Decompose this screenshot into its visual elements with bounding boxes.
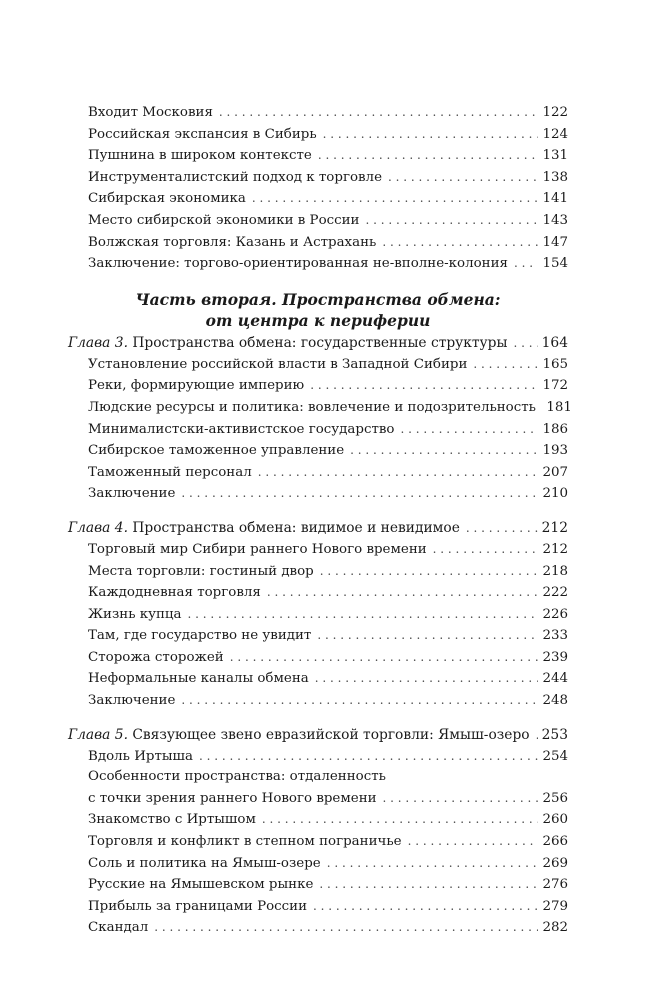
toc-entry-title [88,648,224,669]
page-number: 124 [542,126,568,142]
toc-entry-title-text: Входит Московия [88,105,213,120]
toc-entry-title-text: Сторожа сторожей [88,649,224,665]
toc-entry-title [88,583,261,604]
page-number: 122 [542,105,568,120]
dot-leader [388,167,538,189]
toc-entry-row [68,725,568,746]
dot-leader [400,419,538,441]
toc-entry-title-text: Заключение: торгово-ориентированная не-вполне-колония [88,256,508,272]
toc-entry-title [88,747,193,768]
toc-section-entry [68,539,568,561]
toc-section-entry [68,167,568,189]
toc-entry-row [88,561,568,583]
page-number: 212 [542,541,568,557]
dot-leader [154,917,538,939]
dot-leader [327,853,538,875]
toc-entry-row [88,440,568,462]
toc-entry-row [88,647,568,669]
toc-entry-title-text: Людские ресурсы и политика: вовлечение и подозрительность [88,399,536,415]
toc-entry-title [88,918,148,939]
chapter-spacer [68,505,568,518]
page-number: 279 [542,898,568,914]
dot-leader [317,625,538,647]
toc-entry-title [88,146,312,167]
dot-leader [319,874,538,896]
dot-leader [199,746,538,768]
toc-section-entry [68,440,568,462]
toc-entry-title [88,540,427,561]
page-number: 222 [542,585,568,601]
toc-entry-title [88,376,304,397]
page-number: 254 [542,748,568,764]
dot-leader [310,375,538,397]
toc-entry-title-text: Жизнь купца [88,606,182,622]
page-number: 131 [542,148,568,164]
toc-entry-row [88,625,568,647]
toc-entry-title [88,854,321,875]
page-number: 181 [546,399,572,415]
toc-section-entry [68,874,568,896]
toc-entry-row [88,853,568,875]
page-number: 260 [542,812,568,828]
part-heading [68,289,568,331]
toc-chapter-entry [68,518,568,539]
dot-leader [382,232,538,254]
dot-leader [262,809,538,831]
dot-leader [473,354,538,376]
toc-entry-title-text: Прибыль за границами России [88,898,308,914]
toc-entry-title-text: Торговля и конфликт в степном пограничье [88,834,402,850]
table-of-contents [68,102,572,939]
page-number: 266 [542,834,568,850]
chapter-block [68,505,568,712]
toc-entry-title-text: Сибирская экономика [88,191,246,207]
page-number: 239 [542,649,568,665]
toc-entry-row [88,102,568,124]
page-number: 147 [542,234,568,250]
toc-entry-title [68,518,460,539]
toc-entry-row [88,232,568,254]
dot-leader [323,124,538,146]
chapter-label: Глава 4. [68,519,128,536]
toc-entry-title-text: Таможенный персонал [88,464,252,480]
page-number: 212 [541,519,568,536]
page-number: 218 [542,563,568,579]
toc-entry-title-first-line: Особенности пространства: отдаленность [88,769,386,785]
chapter-block [68,333,572,505]
dot-leader [181,690,538,712]
toc-chapter-entry [68,333,568,354]
toc-section-entry [68,102,568,124]
dot-leader [181,483,538,505]
page-number: 193 [542,443,568,459]
toc-entry-title [88,484,175,505]
page-number: 269 [542,855,568,871]
toc-section-entry [68,145,568,167]
toc-entry-row [88,188,568,210]
dot-leader [383,788,538,810]
toc-entry-row [88,124,568,146]
toc-entry-row [88,167,568,189]
toc-entry-row [68,518,568,539]
toc-entry-title-text: Пушнина в широком контексте [88,148,312,164]
toc-section-entry [68,253,568,275]
toc-entry-title-text: Пространства обмена: видимое и невидимое [132,519,460,536]
toc-entry-title [88,189,246,210]
toc-entry-title-text: Волжская торговля: Казань и Астрахань [88,234,377,250]
page-number: 165 [542,356,568,372]
dot-leader [433,539,538,561]
dot-leader [230,647,538,669]
page-number: 248 [542,693,568,709]
page-number: 276 [542,877,568,893]
toc-entry-row [88,354,568,376]
dot-leader [514,253,538,275]
toc-entry-row [88,690,568,712]
page-number: 143 [542,212,568,228]
toc-entry-title [68,333,507,354]
toc-entry-row [88,253,568,275]
toc-entry-title [88,626,311,647]
toc-section-entry [68,831,568,853]
toc-entry-row [88,604,568,626]
toc-entry-row [88,917,568,939]
toc-entry-title-text: Скандал [88,920,149,936]
dot-leader [318,145,538,167]
toc-entry-title-text: Соль и политика на Ямыш-озере [88,855,321,871]
part-heading-line-1: Часть вторая. Пространства обмена: [135,289,501,309]
chapter-spacer [68,712,568,725]
toc-entry-title [88,875,313,896]
toc-section-entry [68,746,568,768]
toc-entry-title-text: Установление российской власти в Западной Сибири [88,356,468,372]
toc-entry-title [88,562,314,583]
toc-entry-title [88,420,394,441]
toc-entry-row [88,896,568,918]
toc-entry-title [88,441,344,462]
dot-leader [188,604,538,626]
toc-section-entry [68,375,568,397]
page-number: 226 [542,606,568,622]
dot-leader [258,462,538,484]
dot-leader [365,210,538,232]
toc-entry-title [88,168,382,189]
toc-entry-row [88,210,568,232]
toc-entry-title-text: Места торговли: гостиный двор [88,563,314,579]
toc-section-entry [68,582,568,604]
toc-section-entry [68,188,568,210]
toc-section-entry [68,232,568,254]
toc-section-entry [68,210,568,232]
toc-section-entry [68,625,568,647]
toc-entry-title-text: Заключение [88,486,176,502]
page-number: 244 [542,671,568,687]
toc-entry-title [88,832,402,853]
chapter-block [68,712,568,939]
toc-section-entry [68,809,568,831]
toc-entry-title-text: Торговый мир Сибири раннего Нового времени [88,541,427,557]
chapter-label: Глава 3. [68,334,128,351]
toc-entry-title-text: Сибирское таможенное управление [88,443,345,459]
toc-entry-title [88,125,317,146]
page-number: 164 [541,334,568,351]
toc-entry-row [88,462,568,484]
toc-entry-title-text: Там, где государство не увидит [88,628,312,644]
toc-entry-title-text: Минималистски-активистское государство [88,421,395,437]
toc-section-entry [68,647,568,669]
toc-entry-title [88,233,376,254]
toc-section-entry [68,668,568,690]
toc-section-entry [68,561,568,583]
toc-entry-title [88,605,182,626]
toc-entry-title [68,725,530,746]
toc-entry-title [88,355,467,376]
toc-entry-title-text: Связующее звено евразийской торговли: Ямыш-озеро [132,726,530,743]
toc-entry-title [88,691,175,712]
toc-section-entry [68,853,568,875]
page-number: 141 [542,191,568,207]
page-number: 256 [542,790,568,806]
toc-entry-row [88,582,568,604]
page-number: 138 [542,169,568,185]
toc-entry-title-text: Вдоль Иртыша [88,748,193,764]
page-number: 172 [542,378,568,394]
toc-entry-row [88,874,568,896]
toc-entry-title [88,789,377,810]
dot-leader [536,725,538,746]
toc-entry-title-text: Знакомство с Иртышом [88,812,256,828]
toc-entry-row [88,397,572,419]
toc-entry-title-text: Российская экспансия в Сибирь [88,126,317,142]
toc-entry-row [88,746,568,768]
toc-section-entry [68,483,568,505]
page-number: 186 [542,421,568,437]
part-heading-line-2: от центра к периферии [205,310,431,330]
toc-entry-title-text: Неформальные каналы обмена [88,671,309,687]
toc-entry-title [88,810,256,831]
dot-leader [320,561,538,583]
dot-leader [313,896,538,918]
dot-leader [408,831,538,853]
toc-section-entry [68,354,568,376]
toc-entry-row [88,145,568,167]
chapter-list [68,333,572,939]
toc-section-entry [68,896,568,918]
toc-section-entry [68,917,568,939]
toc-entry-title [88,103,213,124]
dot-leader [267,582,538,604]
toc-section-entry [68,124,568,146]
page-number: 154 [542,256,568,272]
dot-leader [466,518,538,539]
dot-leader [315,668,538,690]
page-number: 253 [541,726,568,743]
toc-section-entry [68,462,568,484]
toc-entry-row [68,333,568,354]
toc-entry-row [88,419,568,441]
toc-section-entry [68,767,568,809]
page-number: 282 [542,920,568,936]
chapter-label: Глава 5. [68,726,128,743]
dot-leader [350,440,538,462]
toc-entry-title-text: Русские на Ямышевском рынке [88,877,314,893]
toc-entry-title-text: Пространства обмена: государственные структуры [132,334,508,351]
toc-entry-title-text: Каждодневная торговля [88,585,261,601]
toc-entry-title [88,669,309,690]
intro-section-list [68,102,568,275]
toc-entry-title-text: Заключение [88,693,176,709]
dot-leader [252,188,538,210]
toc-entry-title-text: Инструменталистский подход к торговле [88,169,382,185]
toc-chapter-entry [68,725,568,746]
toc-entry-title [88,398,536,419]
toc-entry-row [88,809,568,831]
toc-entry-row [88,668,568,690]
dot-leader [219,102,538,124]
page-number: 210 [542,486,568,502]
toc-entry-title [88,463,252,484]
dot-leader [513,333,537,354]
toc-section-entry [68,397,572,419]
toc-entry-row [88,831,568,853]
toc-entry-title-text: с точки зрения раннего Нового времени [88,790,377,806]
toc-section-entry [68,604,568,626]
toc-entry-title [88,254,508,275]
toc-section-entry [68,419,568,441]
toc-entry-row [88,375,568,397]
toc-entry-title-text: Место сибирской экономики в России [88,212,360,228]
toc-entry-title [88,211,359,232]
toc-entry-title [88,897,307,918]
toc-entry-row [88,483,568,505]
page-number: 207 [542,464,568,480]
page-number: 233 [542,628,568,644]
toc-section-entry [68,690,568,712]
toc-entry-row [88,539,568,561]
toc-entry-title-text: Реки, формирующие империю [88,378,305,394]
toc-entry-row [88,788,568,810]
